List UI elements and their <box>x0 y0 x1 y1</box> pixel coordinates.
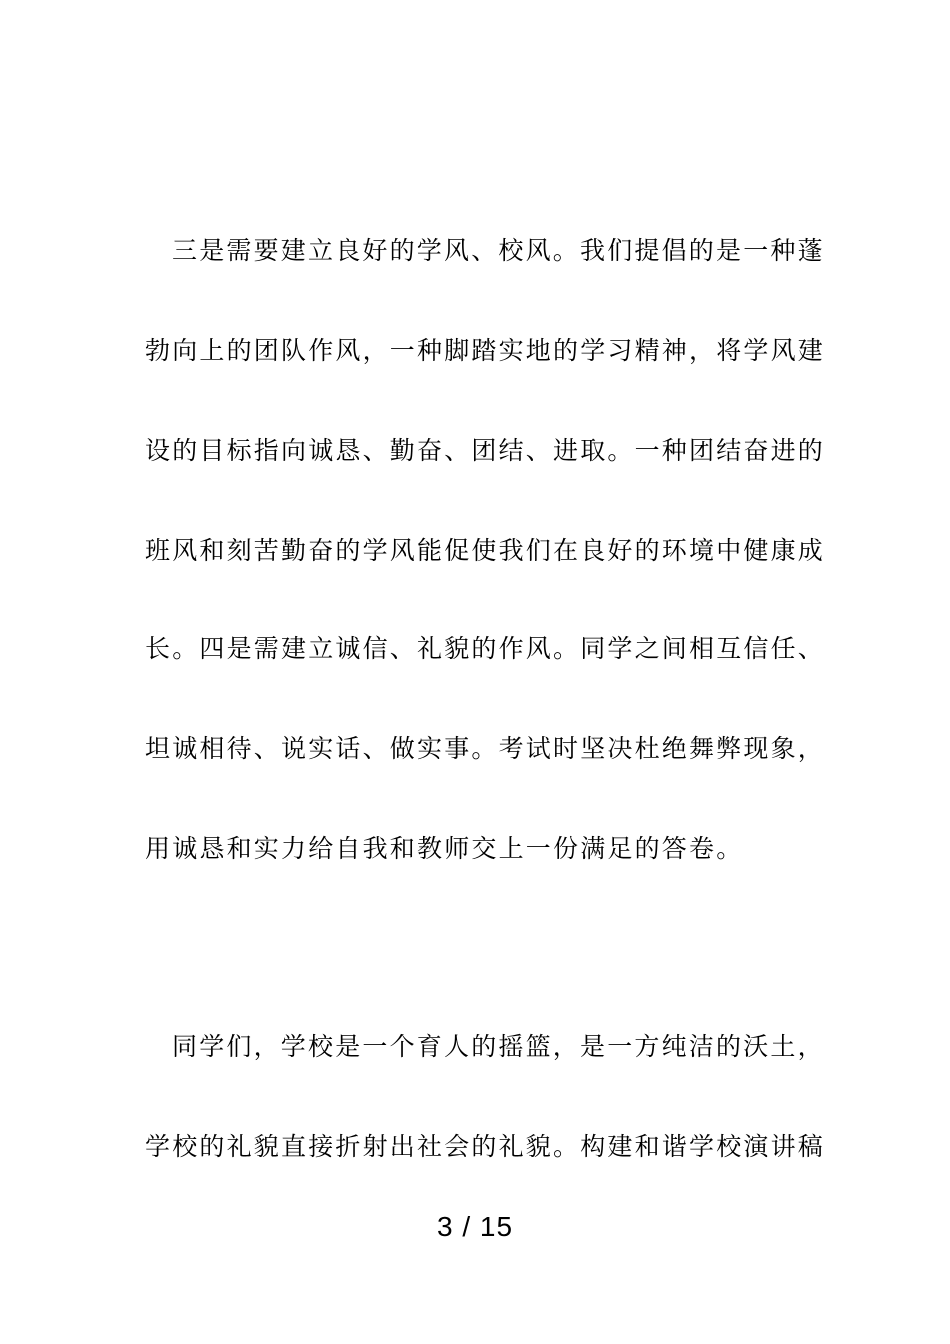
text-line: 长。四是需建立诚信、礼貌的作风。同学之间相互信任、 <box>145 634 826 663</box>
text-line: 同学们，学校是一个育人的摇篮，是一方纯洁的沃土， <box>172 1032 825 1061</box>
text-line: 勃向上的团队作风，一种脚踏实地的学习精神，将学风建 <box>145 336 826 365</box>
text-line: 用诚恳和实力给自我和教师交上一份满足的答卷。 <box>145 834 744 863</box>
text-line: 设的目标指向诚恳、勤奋、团结、进取。一种团结奋进的 <box>145 436 826 465</box>
text-line: 坦诚相待、说实话、做实事。考试时坚决杜绝舞弊现象， <box>145 734 826 763</box>
text-line: 三是需要建立良好的学风、校风。我们提倡的是一种蓬 <box>172 236 825 265</box>
text-line: 学校的礼貌直接折射出社会的礼貌。构建和谐学校演讲稿 <box>145 1132 826 1161</box>
page-number: 3 / 15 <box>436 1211 514 1242</box>
text-line: 班风和刻苦勤奋的学风能促使我们在良好的环境中健康成 <box>145 536 826 565</box>
